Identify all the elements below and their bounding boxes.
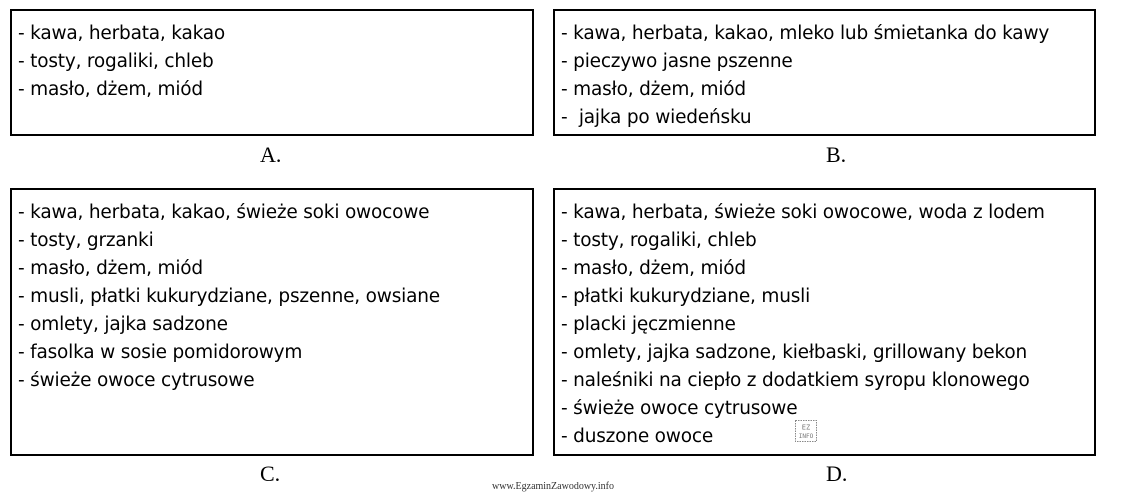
option-c-box	[10, 188, 534, 456]
list-item: - masło, dżem, miód	[18, 79, 203, 100]
list-item: - płatki kukurydziane, musli	[561, 286, 811, 307]
option-d-box	[553, 188, 1096, 456]
list-item: - omlety, jajka sadzone	[18, 314, 228, 335]
list-item: - pieczywo jasne pszenne	[561, 51, 793, 72]
ez-info-stamp-icon	[795, 420, 817, 442]
list-item: - masło, dżem, miód	[561, 79, 746, 100]
option-a-box	[10, 9, 534, 136]
svg-text:INFO: INFO	[798, 433, 814, 440]
list-item: - masło, dżem, miód	[18, 258, 203, 279]
list-item: - kawa, herbata, kakao, świeże soki owocowe	[18, 202, 430, 223]
list-item: - duszone owoce	[561, 426, 714, 447]
option-a-label: A.	[260, 142, 282, 167]
list-item: - placki jęczmienne	[561, 314, 736, 335]
option-c-label: C.	[260, 461, 281, 486]
option-b-label: B.	[826, 142, 847, 167]
list-item: - jajka po wiedeńsku	[561, 107, 752, 128]
option-d-label: D.	[826, 461, 848, 486]
watermark-text: www.EgzaminZawodowy.info	[492, 481, 615, 492]
list-item: - musli, płatki kukurydziane, pszenne, owsiane	[18, 286, 440, 307]
list-item: - omlety, jajka sadzone, kiełbaski, grillowany bekon	[561, 342, 1027, 363]
list-item: - tosty, rogaliki, chleb	[561, 230, 757, 251]
list-item: - kawa, herbata, świeże soki owocowe, woda z lodem	[561, 202, 1045, 223]
list-item: - fasolka w sosie pomidorowym	[18, 342, 303, 363]
svg-text:EZ: EZ	[801, 423, 811, 432]
list-item: - tosty, rogaliki, chleb	[18, 51, 214, 72]
option-d-list	[561, 199, 1094, 451]
option-b-list	[561, 20, 1094, 132]
list-item: - kawa, herbata, kakao	[18, 23, 226, 44]
option-a-list	[18, 20, 532, 104]
list-item: - tosty, grzanki	[18, 230, 154, 251]
list-item: - świeże owoce cytrusowe	[18, 370, 255, 391]
list-item: - masło, dżem, miód	[561, 258, 746, 279]
list-item: - świeże owoce cytrusowe	[561, 398, 798, 419]
list-item: - kawa, herbata, kakao, mleko lub śmietanka do kawy	[561, 23, 1050, 44]
option-c-list	[18, 199, 532, 395]
list-item: - naleśniki na ciepło z dodatkiem syropu klonowego	[561, 370, 1030, 391]
option-b-box	[553, 9, 1096, 136]
